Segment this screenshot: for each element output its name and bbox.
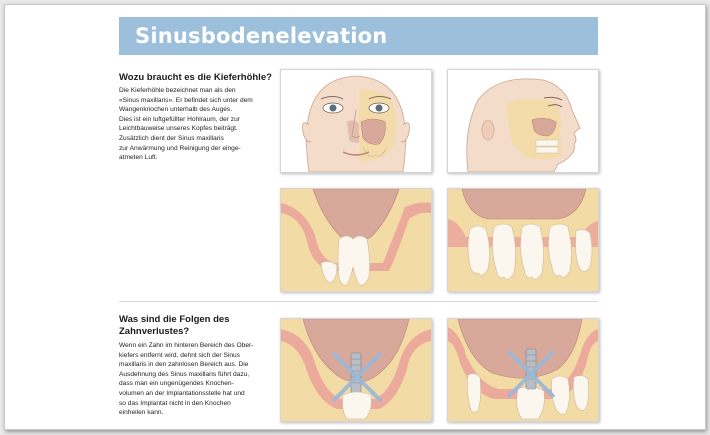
section1-line: atmeten Luft.	[119, 154, 158, 162]
face-front-illustration	[280, 69, 432, 173]
section2-line: einheilen kann.	[119, 409, 164, 417]
face-profile-drawing	[448, 70, 598, 172]
section1-line: Die Kieferhöhle bezeichnet man als den	[119, 87, 236, 94]
sinus-tooth-illustration	[280, 188, 432, 292]
face-front-drawing	[281, 70, 431, 172]
face-profile-illustration	[447, 69, 599, 173]
implant-insufficient-row-drawing	[448, 319, 598, 421]
section2-line: volumen an der Implantationsstelle hat und	[119, 389, 245, 397]
section1-line: «Sinus maxillaris». Er befindet sich unter dem	[119, 96, 253, 104]
section2-heading	[119, 314, 279, 338]
section1-heading: Wozu braucht es die Kieferhöhle?	[119, 72, 272, 83]
section2-line: kiefers entfernt wird, dehnt sich der Sinus	[119, 351, 240, 359]
section1-body	[119, 86, 279, 163]
section1-line: Leichtbauweise unseres Kopfes beiträgt.	[119, 125, 238, 133]
implant-insufficient-bone-illustration	[280, 318, 432, 422]
section1-line: Dies ist ein luftgefüllter Hohlraum, der zur	[119, 115, 240, 123]
section1-line: Zusätzlich dient der Sinus maxillaris	[119, 134, 224, 142]
section2-line: so das Implantat nicht in den Knochen	[119, 399, 231, 407]
title-banner	[119, 17, 598, 55]
sinus-tooth-drawing	[281, 189, 431, 291]
section1-line: Wangenknochen unterhalb des Auges.	[119, 106, 233, 114]
section2-body	[119, 341, 279, 418]
implant-insufficient-bone-row-illustration	[447, 318, 599, 422]
section2-line: Wenn ein Zahn im hinteren Bereich des Ober-	[119, 342, 254, 349]
section2-line: maxillaris in den zahnlosen Bereich aus. Die	[119, 361, 249, 369]
section2-line: dass man ein ungenügendes Knochen-	[119, 380, 234, 388]
section1-line: zur Anwärmung und Reinigung der einge-	[119, 144, 241, 152]
page-sheet	[4, 4, 706, 430]
implant-insufficient-drawing	[281, 319, 431, 421]
section2-heading-line: Zahnverlustes?	[119, 326, 190, 337]
page-title: Sinusbodenelevation	[135, 24, 388, 48]
section2-heading-line: Was sind die Folgen des	[119, 314, 230, 325]
molar-row-drawing	[448, 189, 598, 291]
molar-row-illustration	[447, 188, 599, 292]
section2-line: Ausdehnung des Sinus maxillaris führt dazu,	[119, 370, 250, 378]
section-divider	[119, 301, 598, 302]
